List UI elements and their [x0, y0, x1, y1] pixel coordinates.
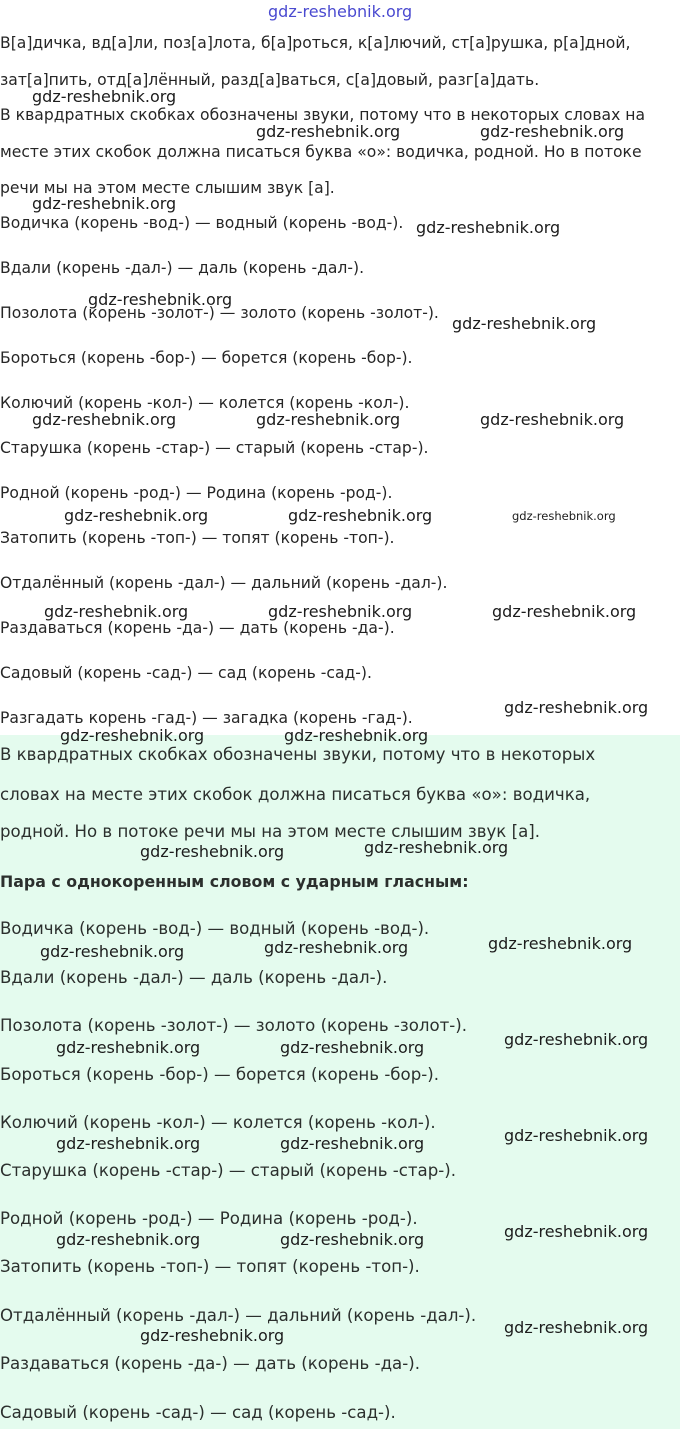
explanation-line: речи мы на этом месте слышим звук [а].	[0, 179, 335, 197]
watermark: gdz-reshebnik.org	[504, 1318, 649, 1337]
word-pair: Вдали (корень -дал-) — даль (корень -дал-).	[0, 259, 365, 277]
watermark: gdz-reshebnik.org	[364, 838, 509, 857]
watermark: gdz-reshebnik.org	[56, 1134, 201, 1153]
watermark: gdz-reshebnik.org	[280, 1134, 425, 1153]
task-line: зат[а]пить, отд[а]лённый, разд[а]ваться, с[а]довый, разг[а]дать.	[0, 71, 540, 89]
watermark: gdz-reshebnik.org	[256, 410, 401, 429]
watermark: gdz-reshebnik.org	[64, 506, 209, 525]
watermark: gdz-reshebnik.org	[40, 942, 185, 961]
word-pair: Затопить (корень -топ-) — топят (корень -топ-).	[0, 1257, 420, 1276]
section-heading: Пара с однокоренным словом с ударным гласным:	[0, 872, 469, 891]
watermark: gdz-reshebnik.org	[480, 122, 625, 141]
word-pair: Родной (корень -род-) — Родина (корень -род-).	[0, 484, 393, 502]
explanation-line: месте этих скобок должна писаться буква «о»: водичка, родной. Но в потоке	[0, 143, 642, 161]
watermark: gdz-reshebnik.org	[504, 1030, 649, 1049]
word-pair: Водичка (корень -вод-) — водный (корень -вод-).	[0, 214, 404, 232]
watermark: gdz-reshebnik.org	[288, 506, 433, 525]
watermark: gdz-reshebnik.org	[32, 194, 177, 213]
watermark: gdz-reshebnik.org	[452, 314, 597, 333]
word-pair: Раздаваться (корень -да-) — дать (корень -да-).	[0, 1354, 420, 1373]
watermark: gdz-reshebnik.org	[504, 1222, 649, 1241]
word-pair: Водичка (корень -вод-) — водный (корень -вод-).	[0, 919, 430, 938]
word-pair: Старушка (корень -стар-) — старый (корень -стар-).	[0, 1161, 456, 1180]
task-line: В[а]дичка, вд[а]ли, поз[а]лота, б[а]роться, к[а]лючий, ст[а]рушка, р[а]дной,	[0, 34, 631, 52]
watermark: gdz-reshebnik.org	[480, 410, 625, 429]
watermark: gdz-reshebnik.org	[56, 1038, 201, 1057]
watermark: gdz-reshebnik.org	[504, 698, 649, 717]
watermark: gdz-reshebnik.org	[256, 122, 401, 141]
word-pair: Садовый (корень -сад-) — сад (корень -сад-).	[0, 1403, 396, 1422]
word-pair: Раздаваться (корень -да-) — дать (корень -да-).	[0, 619, 395, 637]
watermark: gdz-reshebnik.org	[504, 1126, 649, 1145]
word-pair: Родной (корень -род-) — Родина (корень -род-).	[0, 1209, 418, 1228]
watermark: gdz-reshebnik.org	[140, 1326, 285, 1345]
watermark: gdz-reshebnik.org	[512, 509, 616, 523]
explanation-line: родной. Но в потоке речи мы на этом месте слышим звук [а].	[0, 822, 540, 841]
watermark: gdz-reshebnik.org	[264, 938, 409, 957]
watermark: gdz-reshebnik.org	[488, 934, 633, 953]
word-pair: Колючий (корень -кол-) — колется (корень -кол-).	[0, 394, 410, 412]
watermark: gdz-reshebnik.org	[492, 602, 637, 621]
word-pair: Позолота (корень -золот-) — золото (корень -золот-).	[0, 1016, 468, 1035]
watermark: gdz-reshebnik.org	[284, 726, 429, 745]
word-pair: Вдали (корень -дал-) — даль (корень -дал-).	[0, 968, 388, 987]
watermark: gdz-reshebnik.org	[56, 1230, 201, 1249]
word-pair: Колючий (корень -кол-) — колется (корень -кол-).	[0, 1113, 436, 1132]
word-pair: Затопить (корень -топ-) — топят (корень -топ-).	[0, 529, 395, 547]
explanation-line: В квардратных скобках обозначены звуки, потому что в некоторых словах на	[0, 106, 646, 124]
word-pair: Отдалённый (корень -дал-) — дальний (корень -дал-).	[0, 1306, 477, 1325]
word-pair: Бороться (корень -бор-) — борется (корень -бор-).	[0, 349, 413, 367]
watermark: gdz-reshebnik.org	[140, 842, 285, 861]
explanation-line: В квардратных скобках обозначены звуки, потому что в некоторых	[0, 745, 596, 764]
watermark: gdz-reshebnik.org	[280, 1230, 425, 1249]
watermark: gdz-reshebnik.org	[268, 602, 413, 621]
watermark: gdz-reshebnik.org	[280, 1038, 425, 1057]
watermark: gdz-reshebnik.org	[416, 218, 561, 237]
word-pair: Разгадать корень -гад-) — загадка (корень -гад-).	[0, 709, 413, 727]
watermark: gdz-reshebnik.org	[44, 602, 189, 621]
word-pair: Отдалённый (корень -дал-) — дальний (корень -дал-).	[0, 574, 448, 592]
watermark: gdz-reshebnik.org	[268, 2, 413, 21]
word-pair: Бороться (корень -бор-) — борется (корень -бор-).	[0, 1065, 439, 1084]
word-pair: Старушка (корень -стар-) — старый (корень -стар-).	[0, 439, 429, 457]
watermark: gdz-reshebnik.org	[60, 726, 205, 745]
watermark: gdz-reshebnik.org	[88, 290, 233, 309]
watermark: gdz-reshebnik.org	[32, 87, 177, 106]
word-pair: Садовый (корень -сад-) — сад (корень -сад-).	[0, 664, 372, 682]
word-pair: Позолота (корень -золот-) — золото (корень -золот-).	[0, 304, 439, 322]
explanation-line: словах на месте этих скобок должна писаться буква «о»: водичка,	[0, 785, 591, 804]
watermark: gdz-reshebnik.org	[32, 410, 177, 429]
